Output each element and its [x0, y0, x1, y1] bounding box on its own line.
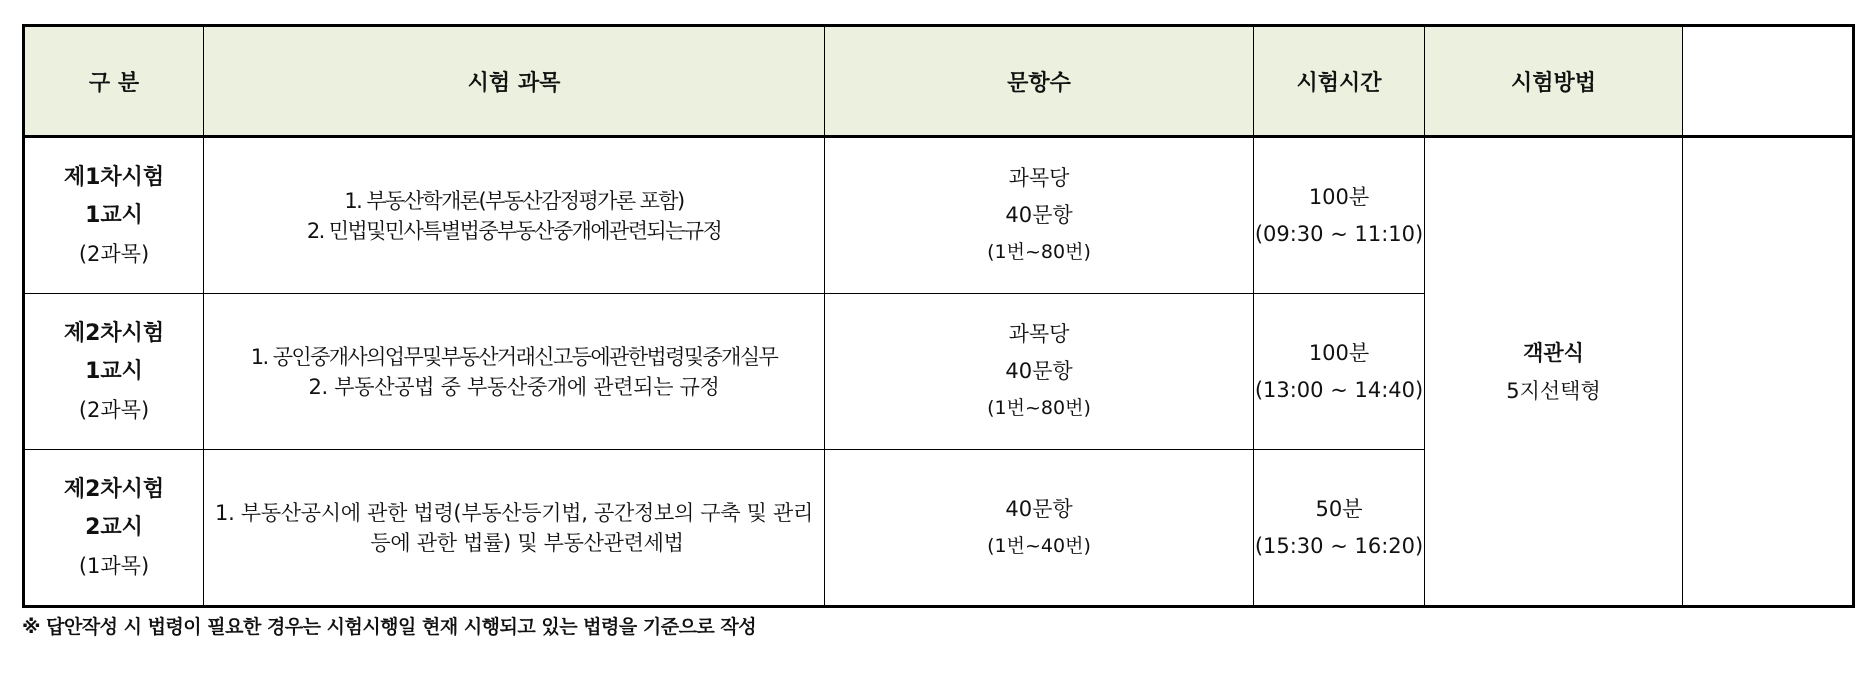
- header-time: 시험시간: [1254, 26, 1425, 137]
- category-period: 2교시: [85, 514, 143, 540]
- questions-line: 과목당: [1008, 322, 1070, 346]
- method-type: 객관식: [1523, 340, 1584, 365]
- subject-item: 2. 민법및민사특별법중부동산중개에관련되는규정: [306, 218, 722, 243]
- exam-schedule-table: [22, 24, 1855, 608]
- method-cell: [1425, 137, 1683, 607]
- footnote-note: ※ 답안작성 시 법령이 필요한 경우는 시험시행일 현재 시행되고 있는 법령을 기준으로 작성: [22, 616, 757, 638]
- questions-cell: [825, 137, 1254, 294]
- questions-line: 40문항: [1005, 359, 1073, 383]
- subjects-cell: [204, 137, 825, 294]
- subjects-cell: [204, 450, 825, 607]
- questions-cell: [825, 294, 1254, 450]
- header-method: 시험방법: [1425, 26, 1683, 137]
- time-range: (15:30 ~ 16:20): [1254, 533, 1424, 558]
- time-cell: [1254, 450, 1425, 607]
- header-questions: 문항수: [825, 26, 1254, 137]
- questions-cell: [825, 450, 1254, 607]
- table-header-row: [24, 26, 1854, 137]
- questions-line: 40문항: [1005, 496, 1073, 521]
- questions-line: 40문항: [1005, 203, 1073, 227]
- method-detail: 5지선택형: [1506, 378, 1601, 403]
- time-range: (13:00 ~ 14:40): [1254, 377, 1424, 402]
- duration: 100분: [1308, 184, 1370, 209]
- questions-line: 과목당: [1008, 166, 1070, 190]
- category-cell: [24, 294, 204, 450]
- category-cell: [24, 450, 204, 607]
- category-count: (2과목): [78, 241, 150, 266]
- questions-range: (1번~40번): [987, 534, 1091, 557]
- subjects-cell: [204, 294, 825, 450]
- category-exam: 제2차시험: [63, 320, 165, 346]
- time-cell: [1254, 294, 1425, 450]
- category-exam: 제1차시험: [63, 164, 165, 190]
- table-row: [24, 137, 1854, 294]
- time-cell: [1254, 137, 1425, 294]
- category-cell: [24, 137, 204, 294]
- duration: 100분: [1308, 340, 1370, 365]
- subject-item: 1. 공인중개사의업무및부동산거래신고등에관한법령및중개실무: [250, 344, 778, 369]
- category-count: (2과목): [78, 397, 150, 422]
- questions-range: (1번~80번): [987, 241, 1091, 263]
- duration: 50분: [1315, 496, 1363, 521]
- subject-item: 2. 부동산공법 중 부동산중개에 관련되는 규정: [308, 374, 720, 399]
- subject-item: 1. 부동산공시에 관한 법령(부동산등기법, 공간정보의 구축 및 관리 등에 관한 법률) 및 부동산관련세법: [215, 500, 813, 555]
- header-category: 구 분: [24, 26, 204, 137]
- time-range: (09:30 ~ 11:10): [1254, 221, 1424, 246]
- subject-item: 1. 부동산학개론(부동산감정평가론 포함): [344, 188, 684, 213]
- category-exam: 제2차시험: [63, 476, 165, 502]
- header-subjects: 시험 과목: [204, 26, 825, 137]
- category-period: 1교시: [85, 358, 143, 384]
- category-count: (1과목): [78, 553, 150, 578]
- questions-range: (1번~80번): [987, 397, 1091, 419]
- category-period: 1교시: [85, 202, 143, 228]
